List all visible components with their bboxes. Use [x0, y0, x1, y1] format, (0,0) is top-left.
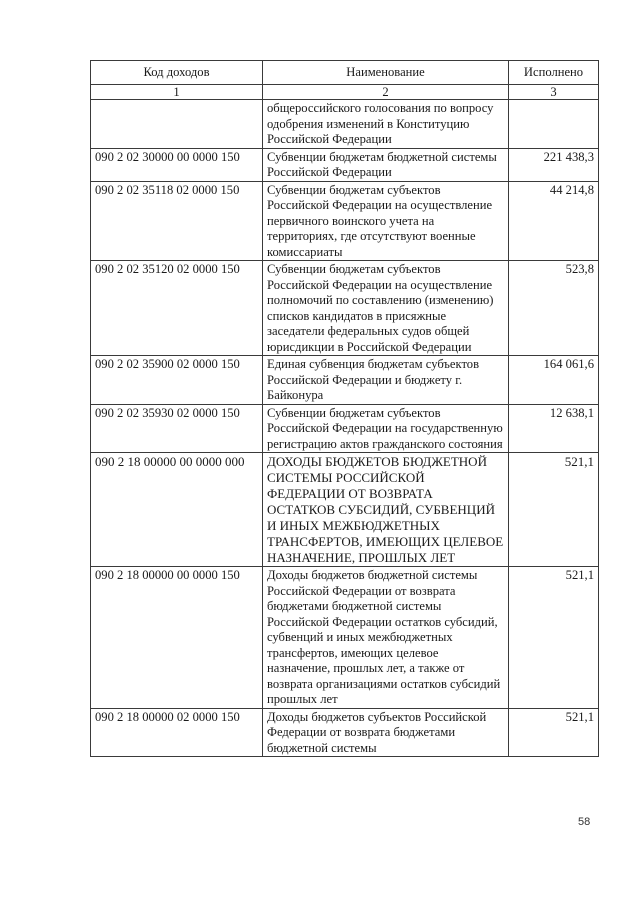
row-code: 090 2 02 35120 02 0000 150: [91, 261, 263, 356]
row-amount: 12 638,1: [509, 404, 599, 453]
header-name: Наименование: [263, 61, 509, 85]
row-amount: 521,1: [509, 708, 599, 757]
column-number-row: [91, 85, 599, 100]
row-name: общероссийского голосования по вопросу одобрения изменений в Конституцию Российской Федерации: [263, 100, 509, 149]
row-amount: 521,1: [509, 567, 599, 709]
row-code: 090 2 02 35118 02 0000 150: [91, 181, 263, 261]
row-name: Доходы бюджетов субъектов Российской Федерации от возврата бюджетами бюджетной системы: [263, 708, 509, 757]
header-amount: Исполнено: [509, 61, 599, 85]
row-code: 090 2 02 35930 02 0000 150: [91, 404, 263, 453]
row-name: Единая субвенция бюджетам субъектов Российской Федерации и бюджету г. Байконура: [263, 356, 509, 405]
row-amount: 44 214,8: [509, 181, 599, 261]
row-code: 090 2 18 00000 00 0000 150: [91, 567, 263, 709]
column-number-2: 2: [263, 85, 509, 100]
row-name: ДОХОДЫ БЮДЖЕТОВ БЮДЖЕТНОЙ СИСТЕМЫ РОССИЙСКОЙ ФЕДЕРАЦИИ ОТ ВОЗВРАТА ОСТАТКОВ СУБСИДИЙ, СУБВЕНЦИЙ И ИНЫХ МЕЖБЮДЖЕТНЫХ ТРАНСФЕРТОВ, ИМЕЮЩИХ ЦЕЛЕВОЕ НАЗНАЧЕНИЕ, ПРОШЛЫХ ЛЕТ: [263, 453, 509, 567]
header-code: Код доходов: [91, 61, 263, 85]
row-name: Доходы бюджетов бюджетной системы Российской Федерации от возврата бюджетами бюджетной системы Российской Федерации остатков субсидий, субвенций и иных межбюджетных трансфертов, имеющих целевое назначение, прошлых лет, а также от возврата организациями остатков субсидий прошлых лет: [263, 567, 509, 709]
row-amount: 523,8: [509, 261, 599, 356]
row-name: Субвенции бюджетам субъектов Российской Федерации на государственную регистрацию актов гражданского состояния: [263, 404, 509, 453]
table-row: [91, 567, 599, 709]
table-row: [91, 708, 599, 757]
table-row: [91, 261, 599, 356]
row-code: 090 2 02 35900 02 0000 150: [91, 356, 263, 405]
row-amount: 164 061,6: [509, 356, 599, 405]
column-number-1: 1: [91, 85, 263, 100]
row-code: [91, 100, 263, 149]
row-amount: 521,1: [509, 453, 599, 567]
table-row: [91, 453, 599, 567]
revenue-table: [90, 60, 599, 757]
column-number-3: 3: [509, 85, 599, 100]
row-name: Субвенции бюджетам субъектов Российской Федерации на осуществление полномочий по составлению (изменению) списков кандидатов в присяжные заседатели федеральных судов общей юрисдикции в Российской Федерации: [263, 261, 509, 356]
row-amount: 221 438,3: [509, 148, 599, 181]
row-code: 090 2 02 30000 00 0000 150: [91, 148, 263, 181]
header-row: [91, 61, 599, 85]
table-row: [91, 181, 599, 261]
page-number: 58: [578, 816, 591, 828]
table-row: [91, 404, 599, 453]
row-name: Субвенции бюджетам субъектов Российской Федерации на осуществление первичного воинского учета на территориях, где отсутствуют военные комиссариаты: [263, 181, 509, 261]
table-row: [91, 148, 599, 181]
row-code: 090 2 18 00000 00 0000 000: [91, 453, 263, 567]
table-row: [91, 100, 599, 149]
row-name: Субвенции бюджетам бюджетной системы Российской Федерации: [263, 148, 509, 181]
row-code: 090 2 18 00000 02 0000 150: [91, 708, 263, 757]
row-amount: [509, 100, 599, 149]
table-row: [91, 356, 599, 405]
